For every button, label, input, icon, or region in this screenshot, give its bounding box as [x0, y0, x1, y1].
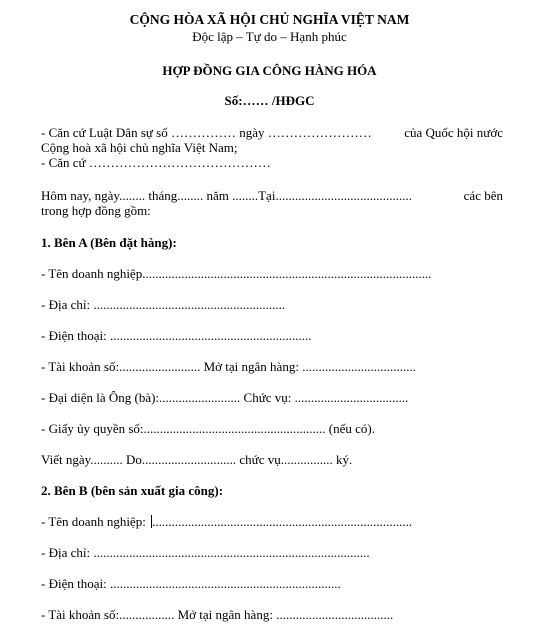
party-a-authorization-field[interactable]: - Giấy ủy quyền số:........................................................ (nếu có). [41, 421, 375, 436]
party-a-company-field[interactable]: - Tên doanh nghiệp......................................................................................... [41, 266, 432, 281]
party-a-phone-field[interactable]: - Điện thoại: .............................................................. [41, 328, 312, 343]
party-a-signed-field[interactable]: Viết ngày.......... Do............................. chức vụ................ ký. [41, 452, 353, 467]
contract-title: HỢP ĐỒNG GIA CÔNG HÀNG HÓA [162, 63, 377, 78]
party-a-account-field[interactable]: - Tài khoản số:......................... [41, 359, 204, 374]
basis-law-line [41, 125, 503, 140]
party-b-account-line [41, 607, 393, 622]
party-a-address-field[interactable]: - Địa chỉ: ........................................................... [41, 297, 286, 312]
contract-number: Số:…… /HĐGC [224, 93, 315, 108]
basis-law-text-1: - Căn cứ Luật Dân sự số …………… ngày …………………… [41, 125, 372, 140]
party-b-company-field[interactable]: ................................................................................ [152, 514, 413, 529]
national-title: CỘNG HÒA XÃ HỘI CHỦ NGHĨA VIỆT NAM [129, 12, 410, 27]
party-a-position-field[interactable]: Chức vụ: ................................... [243, 390, 409, 405]
party-b-heading: 2. Bên B (bên sản xuất gia công): [41, 483, 224, 498]
basis-law-line-2: Cộng hoà xã hội chủ nghĩa Việt Nam; [41, 140, 238, 155]
basis-other-line: - Căn cứ …………………………………… [41, 155, 271, 170]
today-text-2: các bên [463, 188, 503, 203]
party-a-heading: 1. Bên A (Bên đặt hàng): [41, 235, 177, 250]
party-a-bank-field[interactable]: Mở tại ngân hàng: ................................... [203, 359, 416, 374]
party-b-address-field[interactable]: - Địa chỉ: ..................................................................................... [41, 545, 370, 560]
party-b-phone-field[interactable]: - Điện thoại: ....................................................................... [41, 576, 341, 591]
today-line-2: trong hợp đồng gồm: [41, 203, 151, 218]
party-a-representative-field[interactable]: - Đại diện là Ông (bà):......................... [41, 390, 244, 405]
party-b-account-field[interactable]: - Tài khoản số:................. [41, 607, 178, 622]
basis-law-text-2: của Quốc hội nước [404, 125, 503, 140]
today-text-1: Hôm nay, ngày........ tháng........ năm ........Tại.......................................... [41, 188, 412, 203]
party-a-representative-line [41, 390, 408, 405]
party-b-company-line [41, 514, 412, 529]
today-line [41, 188, 503, 203]
party-a-account-line [41, 359, 416, 374]
party-b-company-label: - Tên doanh nghiệp: [41, 514, 150, 529]
national-motto: Độc lập – Tự do – Hạnh phúc [192, 29, 347, 44]
party-b-bank-field[interactable]: Mở tại ngân hàng: .................................... [177, 607, 394, 622]
